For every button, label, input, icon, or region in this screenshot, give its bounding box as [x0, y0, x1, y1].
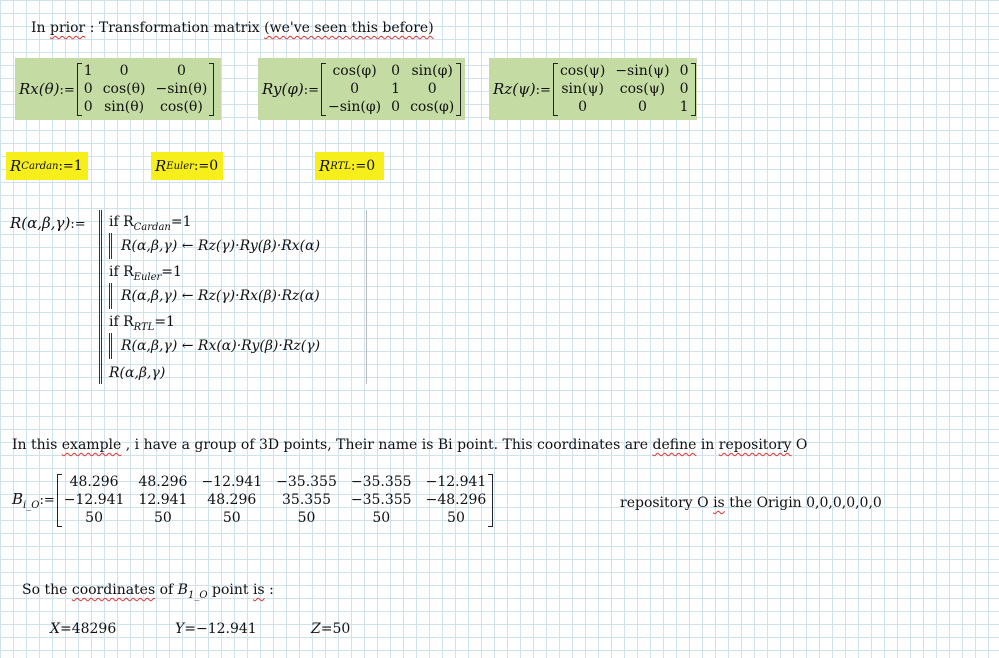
if-rtl-bar — [109, 333, 112, 359]
origin-note: repository O is the Origin 0,0,0,0,0,0 — [620, 495, 882, 511]
rx-cell: 0 — [119, 62, 129, 79]
result-y[interactable]: Y=−12.941 — [175, 621, 257, 637]
rx-cell: sin(θ) — [104, 98, 145, 115]
body-cardan: R(α,β,γ) ← Rz(γ)·Ry(β)·Rx(α) — [121, 238, 321, 254]
b-cell: −12.941 — [63, 492, 125, 508]
body-rtl: R(α,β,γ) ← Rx(α)·Ry(β)·Rz(γ) — [121, 338, 321, 354]
b-cell: 48.296 — [138, 474, 188, 490]
ry-lhs: Ry(φ):= — [262, 80, 319, 98]
program-lhs: R(α,β,γ):= — [10, 214, 86, 232]
ry-matrix — [321, 63, 461, 116]
rz-region[interactable] — [489, 58, 697, 120]
rz-cell: cos(ψ) — [619, 80, 666, 97]
ry-cell: sin(φ) — [411, 62, 453, 79]
spell-prior: prior — [50, 20, 86, 36]
rz-lhs: Rz(ψ):= — [493, 80, 551, 98]
rz-cell: 0 — [578, 98, 588, 115]
b-cell: −12.941 — [201, 474, 263, 490]
rz-matrix — [553, 63, 696, 116]
b-cell: 50 — [222, 510, 241, 526]
b-lhs: $B_{i\_O}$ — [12, 490, 40, 511]
b-cell: −48.296 — [425, 492, 487, 508]
rx-cell: −sin(θ) — [155, 80, 208, 97]
b-cell: 50 — [297, 510, 316, 526]
rx-cell: 0 — [83, 80, 93, 97]
b-cell: 48.296 — [69, 474, 119, 490]
b-matrix — [57, 474, 494, 527]
if-euler: if $R_{Euler}=1$ — [109, 264, 182, 283]
if-cardan: if $R_{Cardan}=1$ — [109, 214, 192, 233]
b-cell: −12.941 — [425, 474, 487, 490]
if-euler-bar — [109, 283, 112, 309]
rx-region[interactable] — [15, 58, 221, 120]
b-cell: 50 — [154, 510, 172, 526]
ry-cell: 0 — [427, 80, 437, 97]
rx-cell: cos(θ) — [159, 98, 203, 115]
program-return: R(α,β,γ) — [109, 365, 166, 381]
coords-text: So the coordinates of $B_{1\_O}$ point is : — [22, 582, 274, 601]
rz-cell: 0 — [679, 62, 689, 79]
if-rtl: if $R_{RTL}=1$ — [109, 314, 175, 333]
b-cell: −35.355 — [350, 492, 412, 508]
rz-cell: −sin(ψ) — [615, 62, 670, 79]
b-cell: 50 — [447, 510, 465, 526]
b-cell: 50 — [372, 510, 391, 526]
rz-cell: 1 — [679, 98, 689, 115]
rx-cell: 0 — [176, 62, 186, 79]
flag-euler[interactable]: R Euler := 0 — [151, 152, 223, 180]
ry-cell: 0 — [391, 98, 401, 115]
b-cell: −35.355 — [276, 474, 337, 490]
program-right-bar — [366, 210, 367, 384]
flag-rtl[interactable]: R RTL := 0 — [315, 152, 384, 180]
b-cell: 35.355 — [282, 492, 332, 508]
rx-cell: 0 — [83, 98, 93, 115]
ry-cell: −sin(φ) — [328, 98, 382, 115]
b-cell: 50 — [85, 510, 103, 526]
if-cardan-bar — [109, 233, 112, 259]
b-cell: −35.355 — [350, 474, 412, 490]
ry-cell: 0 — [391, 62, 401, 79]
rz-cell: 0 — [679, 80, 689, 97]
rx-cell: cos(θ) — [102, 80, 146, 97]
b-matrix-region[interactable]: $B_{i\_O}$ := 48.296 48.296 −12.941 −35.355 −35.355 −12.941 −12.941 12.941 48.296 35.355 −35.355 −48.296 50 50 50 50 50 50 — [12, 474, 493, 527]
ry-cell: cos(φ) — [410, 98, 455, 115]
ry-cell: 0 — [350, 80, 360, 97]
body-euler: R(α,β,γ) ← Rz(γ)·Rx(β)·Rz(α) — [121, 288, 320, 304]
rx-lhs: Rx(θ):= — [19, 80, 75, 98]
rx-matrix — [77, 63, 215, 116]
ry-region[interactable] — [258, 58, 465, 120]
b-cell: 48.296 — [207, 492, 257, 508]
rz-cell: sin(ψ) — [561, 80, 604, 97]
program-bar — [99, 210, 102, 384]
example-text: In this example , i have a group of 3D points, Their name is Bi point. This coordinates are define in repository O — [12, 437, 808, 453]
flag-cardan[interactable]: R Cardan := 1 — [6, 152, 88, 180]
result-x[interactable]: X=48296 — [50, 621, 117, 637]
ry-cell: cos(φ) — [332, 62, 377, 79]
ry-cell: 1 — [391, 80, 401, 97]
intro-text: In prior : Transformation matrix (we've seen this before) — [31, 20, 434, 36]
rz-cell: 0 — [638, 98, 647, 115]
rz-cell: cos(ψ) — [559, 62, 606, 79]
rx-cell: 1 — [83, 62, 93, 79]
b-cell: 12.941 — [138, 492, 188, 508]
result-z[interactable]: Z=50 — [311, 621, 351, 637]
